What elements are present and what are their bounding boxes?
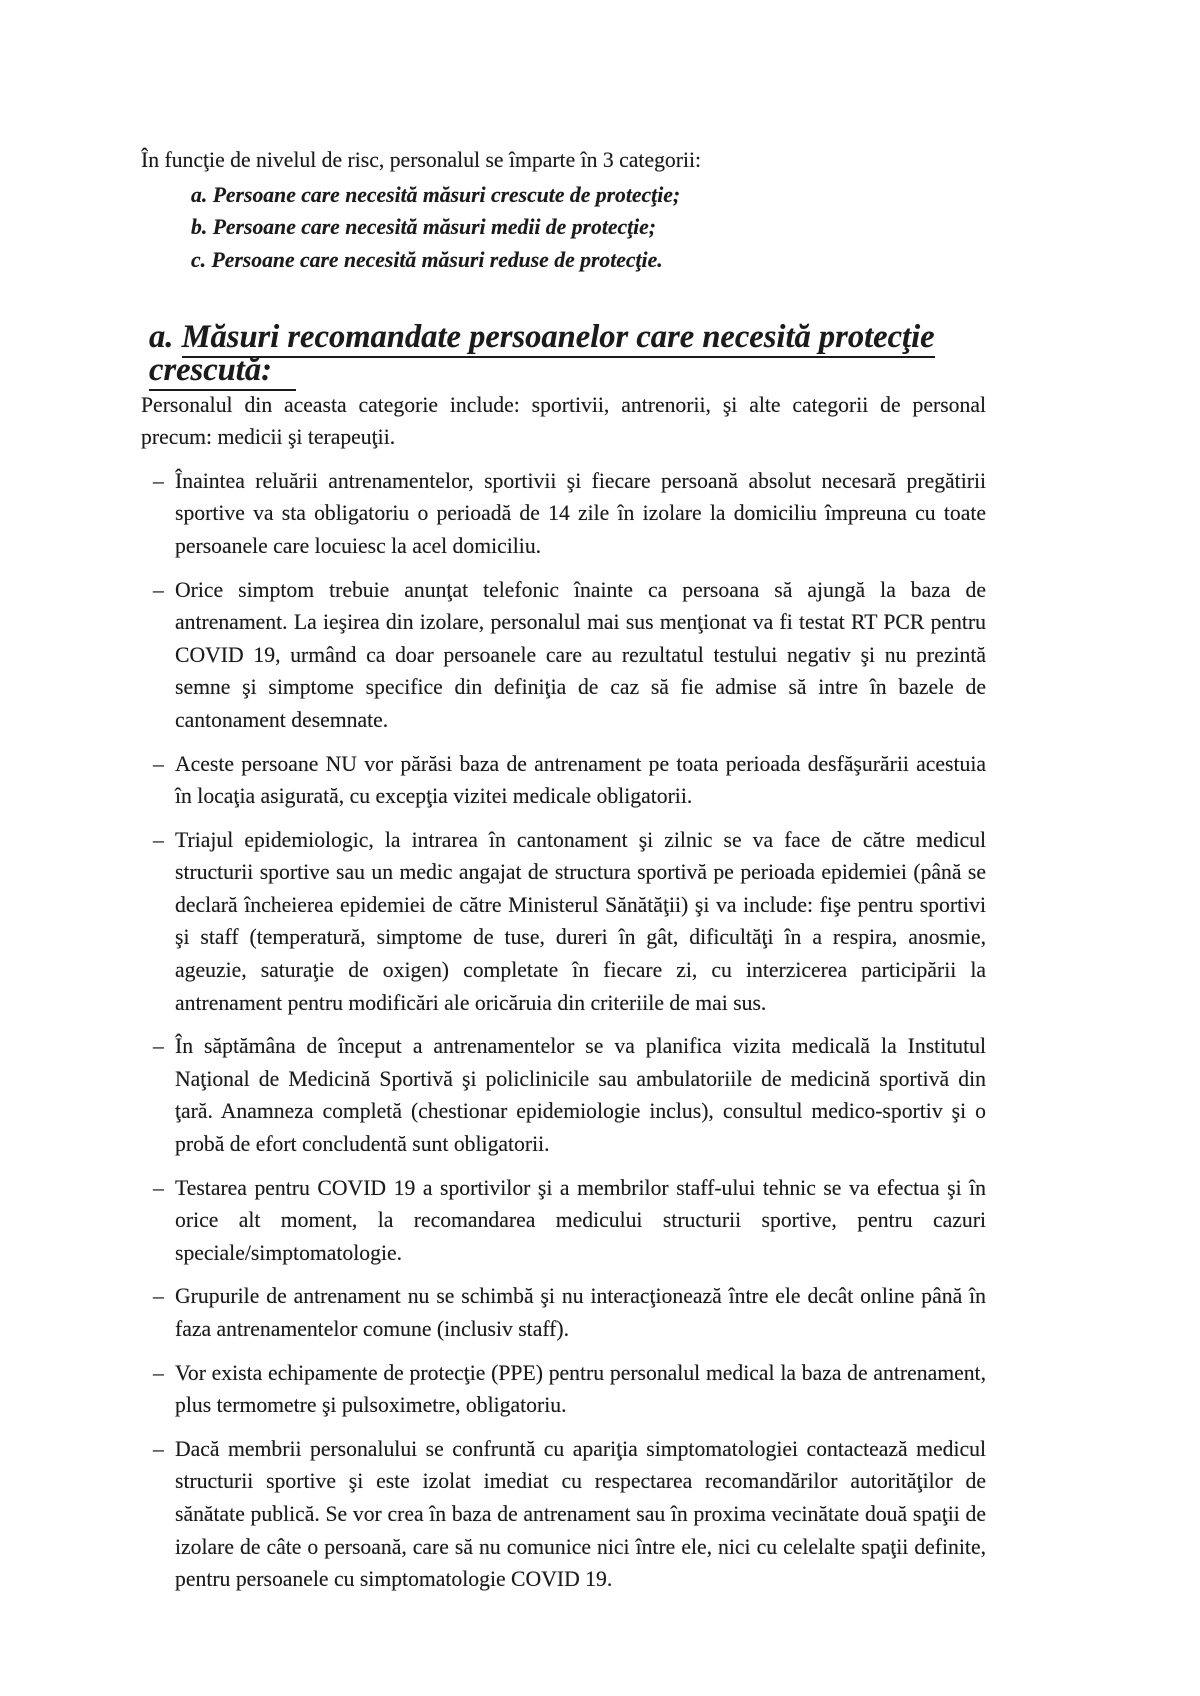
- dash-bullet: –: [153, 468, 164, 493]
- list-item-text: Aceste persoane NU vor părăsi baza de antrenament pe toata perioada desfăşurării acestuia în locaţia asigurată, cu excepţia vizitei medicale obligatorii.: [175, 751, 986, 809]
- list-item: [141, 1030, 986, 1160]
- list-item: [141, 748, 986, 813]
- risk-category-item-a: a. Persoane care necesită măsuri crescute de protecţie;: [191, 182, 681, 207]
- list-item: [141, 1280, 986, 1345]
- section-lead-paragraph: Personalul din aceasta categorie include: sportivii, antrenorii, şi alte categorii de personal precum: medicii şi terapeuţii.: [141, 392, 986, 450]
- list-item-text: Înaintea reluării antrenamentelor, sportivii şi fiecare persoană absolut necesară pregătirii sportive va sta obligatoriu o perioadă de 14 zile în izolare la domiciliu împreuna cu toate persoanele care locuiesc la acel domiciliu.: [175, 468, 986, 558]
- list-item-text: Vor exista echipamente de protecţie (PPE) pentru personalul medical la baza de antrenament, plus termometre şi pulsoximetre, obligatoriu.: [175, 1360, 986, 1418]
- dash-bullet: –: [153, 1034, 164, 1059]
- measures-list: [141, 465, 986, 1596]
- dash-bullet: –: [153, 827, 164, 852]
- dash-bullet: –: [153, 751, 164, 776]
- dash-bullet: –: [153, 1436, 164, 1461]
- list-item: [141, 465, 986, 563]
- risk-category-item-b: b. Persoane care necesită măsuri medii de protecţie;: [191, 215, 656, 240]
- risk-category-item-c: c. Persoane care necesită măsuri reduse de protecţie.: [191, 247, 663, 272]
- list-item-text: Dacă membrii personalului se confruntă cu apariţia simptomatologiei contactează medicul structurii sportive şi este izolat imediat cu respectarea recomandărilor autorităţilor de sănătate publică. Se vor crea în baza de antrenament sau în proxima vecinătate două spaţii de izolare de câte o persoană, care să nu comunice nici între ele, nici cu celelalte spaţii definite, pentru persoanele cu simptomatologie COVID 19.: [175, 1436, 986, 1592]
- list-item-text: Grupurile de antrenament nu se schimbă şi nu interacţionează între ele decât online până în faza antrenamentelor comune (inclusiv staff).: [175, 1284, 986, 1341]
- list-item: [141, 824, 986, 1020]
- list-item-text: Triajul epidemiologic, la intrarea în cantonament şi zilnic se va face de către medicul structurii sportive sau un medic angajat de structura sportivă pe perioada epidemiei (până se declară încheierea epidemiei de către Ministerul Sănătăţii) şi va include: fişe pentru sportivi şi staff (temperatură, simptome de tuse, dureri în gât, dificultăţi în a respira, anosmie, ageuzie, saturaţie de oxigen) completate în fiecare zi, cu interzicerea participării la antrenament pentru modificări ale oricăruia din criteriile de mai sus.: [175, 827, 986, 1015]
- section-heading-text: Măsuri recomandate persoanelor care necesită protecţie crescută:: [149, 319, 935, 391]
- list-item-text: Testarea pentru COVID 19 a sportivilor şi a membrilor staff-ului tehnic se va efectua şi în orice alt moment, la recomandarea medicului structurii sportive, pentru cazuri speciale/simptomatologie.: [175, 1175, 986, 1265]
- list-item-text: În săptămâna de început a antrenamentelor se va planifica vizita medicală la Institutul Naţional de Medicină Sportivă şi policlinicile sau ambulatoriile de medicină sportivă din ţară. Anamneza completă (chestionar epidemiologie inclus), consultul medico-sportiv şi o probă de efort concludentă sunt obligatorii.: [175, 1034, 986, 1157]
- dash-bullet: –: [153, 1284, 164, 1309]
- intro-paragraph: În funcţie de nivelul de risc, personalul se împarte în 3 categorii:: [141, 148, 702, 172]
- list-item: [141, 1433, 986, 1596]
- dash-bullet: –: [153, 1360, 164, 1385]
- dash-bullet: –: [153, 1175, 164, 1200]
- section-heading-prefix: a.: [149, 319, 174, 356]
- dash-bullet: –: [153, 577, 164, 602]
- list-item: [141, 574, 986, 737]
- list-item: [141, 1172, 986, 1270]
- document-content: [141, 144, 986, 1596]
- list-item-text: Orice simptom trebuie anunţat telefonic înainte ca persoana să ajungă la baza de antrenament. La ieşirea din izolare, personalul mai sus menţionat va fi testat RT PCR pentru COVID 19, urmând ca doar persoanele care au rezultatul testului negativ şi nu prezintă semne şi simptome specifice din definiţia de caz să fie admise să intre în bazele de cantonament desemnate.: [175, 577, 986, 732]
- section-heading: [141, 321, 986, 386]
- list-item: [141, 1357, 986, 1422]
- risk-category-list: [191, 179, 986, 277]
